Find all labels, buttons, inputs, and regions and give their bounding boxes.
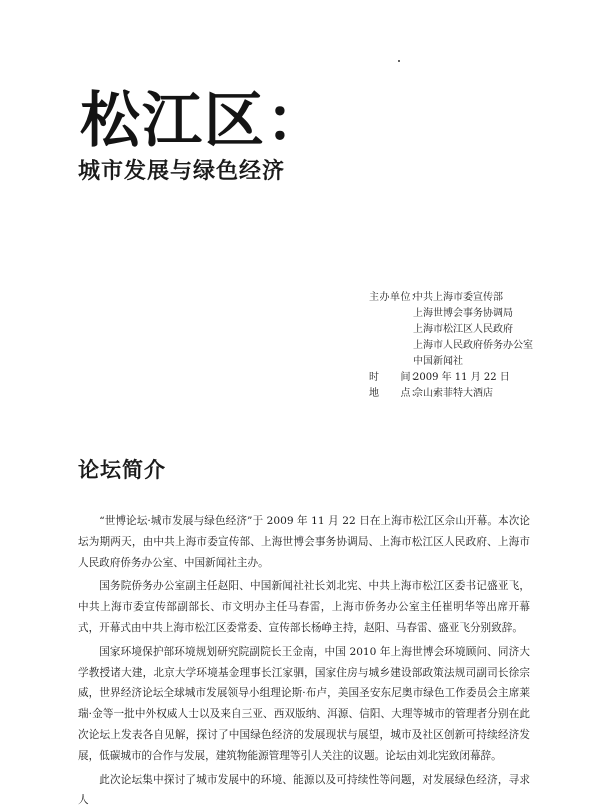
organizer-item: 中共上海市委宣传部	[413, 292, 503, 303]
venue-row	[369, 386, 589, 402]
event-info-block	[369, 290, 589, 402]
organizers-row	[369, 290, 589, 306]
time-row	[369, 370, 589, 386]
page-title: 松江区：	[80, 86, 328, 156]
scan-speck	[398, 60, 400, 62]
time-label: 时 间：	[369, 372, 422, 383]
body-text	[78, 511, 530, 811]
paragraph: 国家环境保护部环境规划研究院副院长王金南，中国 2010 年上海世博会环境顾问、同济大学教授诸大建，北京大学环境基金理事长江家驷，国家住房与城乡建设部政策法规司副司长徐宗威，世界经济论坛全球城市发展领导小组理论斯·布卢，美国圣安东尼奥市绿色工作委员会主席莱瑞·金等一批中外权威人士以及来自三亚、西双版纳、洱源、信阳、大理等城市的管理者分别在此次论坛上发表各自见解，探讨了中国绿色经济的发展现状与展望，城市及社区创新可持续经济发展，低碳城市的合作与发展，建筑物能源管理等引人关注的议题。论坛由刘北宪致闭幕辞。	[78, 645, 530, 762]
organizer-item: 中国新闻社	[413, 356, 463, 367]
venue-label: 地 点：	[369, 388, 422, 399]
paragraph: “世博论坛·城市发展与绿色经济”于 2009 年 11 月 22 日在上海市松江区佘山开幕。本次论坛为期两天，由中共上海市委宣传部、上海世博会事务协调局、上海市松江区人民政府、上海市人民政府侨务办公室、中国新闻社主办。	[78, 515, 530, 569]
organizer-item: 上海世博会事务协调局	[413, 308, 513, 319]
time-value: 2009 年 11 月 22 日	[413, 372, 510, 383]
organizer-item: 上海市松江区人民政府	[413, 324, 513, 335]
organizer-item: 上海市人民政府侨务办公室	[413, 340, 533, 351]
page-subtitle: 城市发展与绿色经济	[78, 159, 286, 184]
organizers-label: 主办单位：	[369, 292, 422, 303]
venue-value: 佘山索菲特大酒店	[413, 388, 493, 399]
section-heading: 论坛简介	[78, 458, 166, 482]
paragraph: 国务院侨务办公室副主任赵阳、中国新闻社社长刘北宪、中共上海市松江区委书记盛亚飞，中共上海市委宣传部副部长、市文明办主任马春雷，上海市侨务办公室主任崔明华等出席开幕式，开幕式由中共上海市松江区委常委、宣传部长杨峥主持，赵阳、马春雷、盛亚飞分别致辞。	[78, 580, 530, 634]
paragraph: 此次论坛集中探讨了城市发展中的环境、能源以及可持续性等问题，对发展绿色经济，寻求人	[78, 773, 530, 807]
